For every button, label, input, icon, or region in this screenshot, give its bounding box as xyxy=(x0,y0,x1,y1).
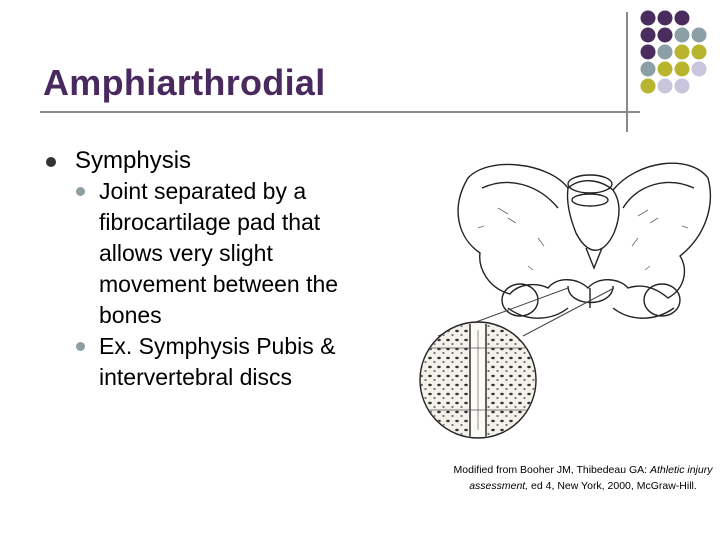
sub-bullet-2 xyxy=(42,331,382,393)
pelvis-illustration xyxy=(418,148,716,460)
slide-title: Amphiarthrodial xyxy=(43,62,326,103)
caption-italic: Athletic injury assessment, xyxy=(469,464,713,492)
vertical-divider xyxy=(626,12,628,132)
bullet-list xyxy=(42,146,382,393)
decor-dot-lavender xyxy=(675,79,690,94)
decor-dot-lavender xyxy=(692,62,707,77)
pelvis-drawing xyxy=(458,163,710,318)
decor-dot-purple xyxy=(641,11,656,26)
decorative-dot-grid xyxy=(638,8,718,138)
decor-dot-teal xyxy=(692,28,707,43)
bullet-main-text: Symphysis xyxy=(75,147,192,174)
decor-dot-purple xyxy=(675,11,690,26)
sub-bullet-2-text: Ex. Symphysis Pubis & intervertebral discs xyxy=(99,333,336,390)
decor-dot-purple xyxy=(641,45,656,60)
sub-bullet-1 xyxy=(42,176,382,331)
decor-dot-olive xyxy=(641,79,656,94)
bullet-main xyxy=(42,146,382,176)
decor-dot-purple xyxy=(658,28,673,43)
sub-bullet-1-text: Joint separated by a fibrocartilage pad that allows very slight movement between the bones xyxy=(99,178,339,328)
decor-dot-lavender xyxy=(658,79,673,94)
symphysis-magnified xyxy=(420,322,538,439)
caption-prefix: Modified from Booher JM, Thibedeau GA: xyxy=(453,464,651,476)
sub-bullet-dot-icon xyxy=(76,342,85,351)
title-underline xyxy=(40,111,640,113)
decor-dot-teal xyxy=(658,45,673,60)
sub-bullet-dot-icon xyxy=(76,187,85,196)
decor-dot-olive xyxy=(675,62,690,77)
bullet-dot-icon xyxy=(46,157,56,167)
decor-dot-olive xyxy=(658,62,673,77)
decor-dot-teal xyxy=(641,62,656,77)
caption-suffix: ed 4, New York, 2000, McGraw-Hill. xyxy=(528,480,697,492)
decor-dot-purple xyxy=(658,11,673,26)
decor-dot-olive xyxy=(692,45,707,60)
decor-dot-purple xyxy=(641,28,656,43)
figure-caption xyxy=(448,462,718,494)
decor-dot-teal xyxy=(675,28,690,43)
decor-dot-olive xyxy=(675,45,690,60)
